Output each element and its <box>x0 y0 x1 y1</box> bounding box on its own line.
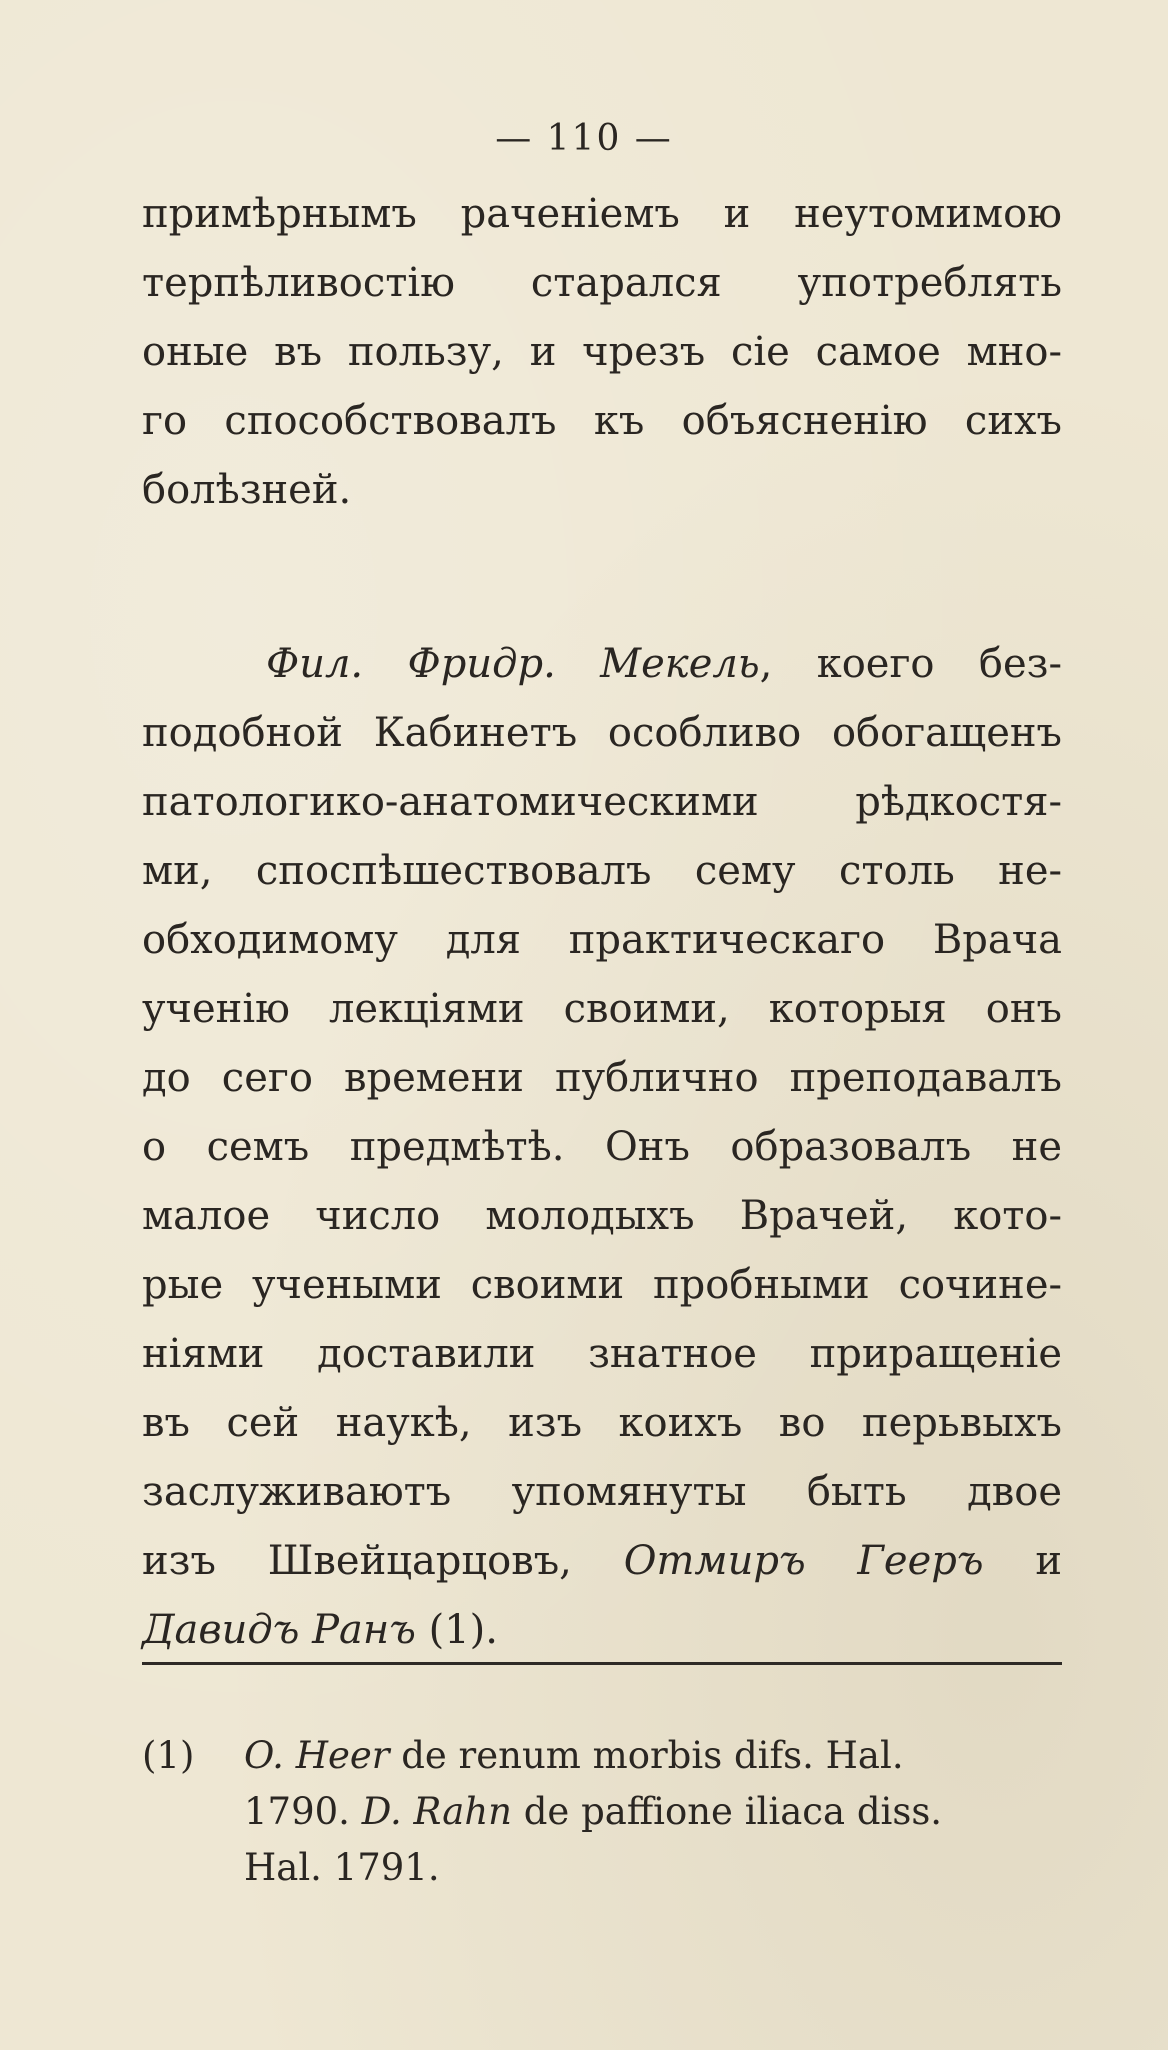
citation-year: 1790. <box>244 1790 362 1833</box>
text-span: , коего без- <box>759 641 1062 687</box>
text-line: подобной Кабинетъ особливо обогащенъ <box>142 710 1062 756</box>
footnote-rule <box>142 1662 1062 1665</box>
text-line: до сего времени публично преподавалъ <box>142 1055 1062 1101</box>
citation-author: O. Heer <box>244 1734 390 1777</box>
text-line: о семъ предмѣтѣ. Онъ образовалъ не <box>142 1124 1062 1170</box>
text-line: обходимому для практическаго Врача <box>142 917 1062 963</box>
text-line: терпѣливостію старался употреблять <box>142 260 1062 306</box>
text-line: малое число молодыхъ Врачей, кото- <box>142 1193 1062 1239</box>
text-line: оные въ пользу, и чрезъ сіе самое мно- <box>142 329 1062 375</box>
text-span: и <box>983 1538 1062 1584</box>
text-line: примѣрнымъ раченіемъ и неутомимою <box>142 191 1062 237</box>
footnote-ref: (1). <box>415 1607 498 1653</box>
footnote-line <box>142 1728 1062 1784</box>
author-name: Фил. Фридр. Мекель <box>266 641 760 687</box>
footnote-marker: (1) <box>142 1734 195 1777</box>
footnote-line <box>142 1784 1062 1840</box>
text-line: болѣзней. <box>142 467 352 513</box>
text-line: въ сей наукѣ, изъ коихъ во перьвыхъ <box>142 1400 1062 1446</box>
person-name: Отмиръ Гееръ <box>623 1538 984 1584</box>
text-line <box>142 1596 1062 1665</box>
text-line: ніями доставили знатное приращеніе <box>142 1331 1062 1377</box>
text-line <box>142 1527 1062 1596</box>
text-line: го способствовалъ къ объясненію сихъ <box>142 398 1062 444</box>
citation-author: D. Rahn <box>361 1790 512 1833</box>
text-line: рые учеными своими пробными сочине- <box>142 1262 1062 1308</box>
footnote <box>142 1728 1062 1896</box>
text-line: ученію лекціями своими, которыя онъ <box>142 986 1062 1032</box>
text-line: заслуживаютъ упомянуты быть двое <box>142 1469 1062 1515</box>
text-span: изъ Швейцарцовъ, <box>142 1538 624 1584</box>
text-line: патологико-анатомическими рѣдкостя- <box>142 779 1062 825</box>
text-line: ми, споспѣшествовалъ сему столь не- <box>142 848 1062 894</box>
main-text <box>142 180 1062 1665</box>
person-name: Давидъ Ранъ <box>142 1607 416 1653</box>
page-number: — 110 — <box>495 118 673 159</box>
citation-text: de renum morbis difs. Hal. <box>389 1734 904 1777</box>
citation-text: de paffione iliaca diss. <box>511 1790 943 1833</box>
text-line <box>142 630 1062 699</box>
paragraph-gap <box>142 525 1062 630</box>
footnote-line: Hal. 1791. <box>244 1846 440 1889</box>
